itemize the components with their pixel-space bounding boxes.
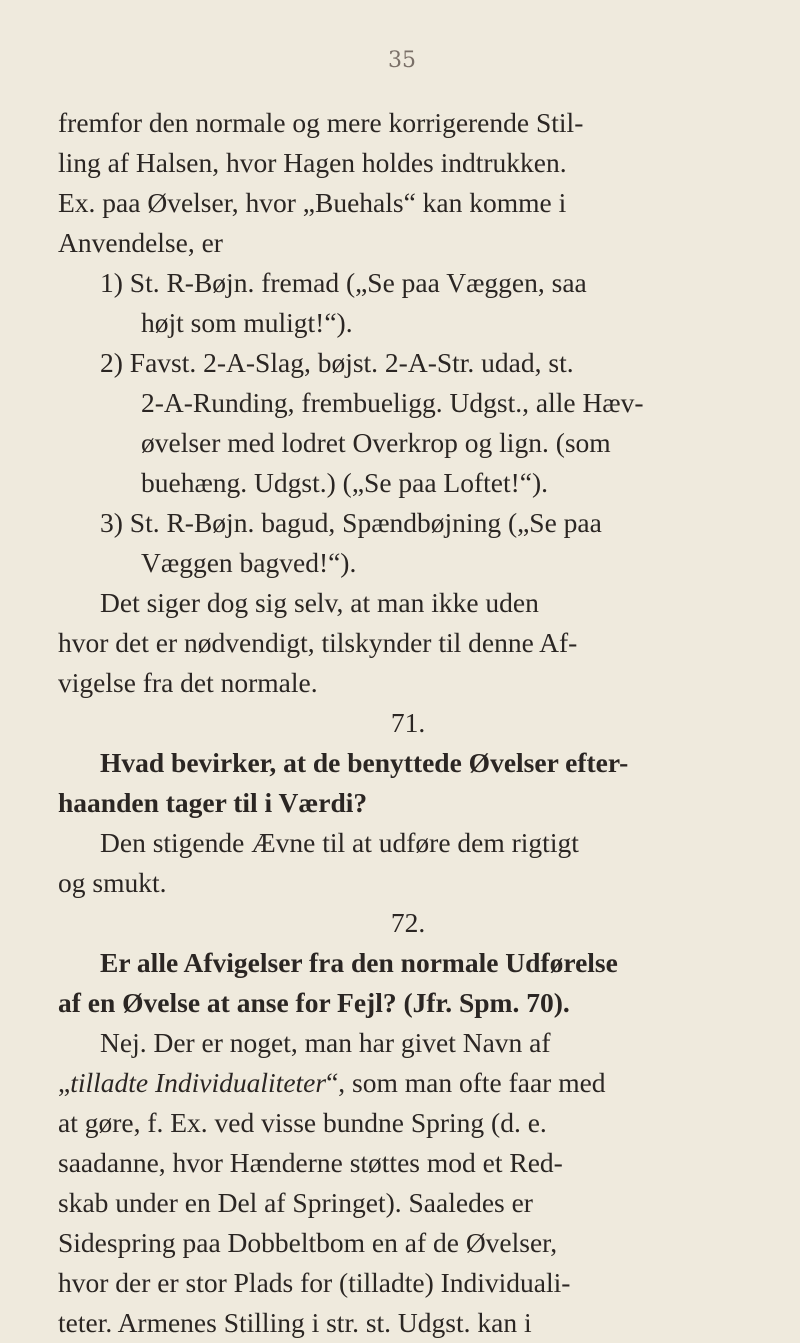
text-line: skab under en Del af Springet). Saaledes er	[58, 1187, 533, 1218]
section-number-72: 72.	[390, 907, 426, 938]
answer-71-cont: og smukt.	[58, 867, 167, 898]
quote-mark: „	[58, 1067, 71, 1098]
list-item-2: 2) Favst. 2-A-Slag, bøjst. 2-A-Str. udad, st.	[100, 347, 574, 378]
list-item-3: 3) St. R-Bøjn. bagud, Spændbøjning („Se paa	[100, 507, 602, 538]
text-line: at gøre, f. Ex. ved visse bundne Spring (d. e.	[58, 1107, 547, 1138]
section-number-71: 71.	[390, 707, 426, 738]
list-item-2-cont: 2-A-Runding, frembueligg. Udgst., alle Hæv-	[141, 387, 644, 418]
answer-71: Den stigende Ævne til at udføre dem rigtigt	[100, 827, 579, 858]
list-item-1-cont: højt som muligt!“).	[141, 307, 353, 338]
text-line: Anvendelse, er	[58, 227, 223, 258]
question-72-cont: af en Øvelse at anse for Fejl? (Jfr. Spm. 70).	[58, 987, 570, 1018]
body-text	[58, 103, 758, 1343]
text-line: saadanne, hvor Hænderne støttes mod et Red-	[58, 1147, 563, 1178]
list-item-2-cont: øvelser med lodret Overkrop og lign. (som	[141, 427, 611, 458]
italic-term: tilladte Individualiteter	[70, 1067, 327, 1098]
text-line: hvor det er nødvendigt, tilskynder til denne Af-	[58, 627, 578, 658]
list-item-1: 1) St. R-Bøjn. fremad („Se paa Væggen, saa	[100, 267, 587, 298]
text-line: vigelse fra det normale.	[58, 667, 318, 698]
answer-72: Nej. Der er noget, man har givet Navn af	[100, 1027, 551, 1058]
text-line: teter. Armenes Stilling i str. st. Udgst. kan i	[58, 1307, 532, 1338]
paragraph-start: Det siger dog sig selv, at man ikke uden	[100, 587, 539, 618]
list-item-3-cont: Væggen bagved!“).	[141, 547, 357, 578]
question-72: Er alle Afvigelser fra den normale Udførelse	[100, 947, 618, 978]
page-number: 35	[388, 48, 416, 73]
answer-72-italic-line	[58, 1063, 758, 1103]
text-line: fremfor den normale og mere korrigerende Stil-	[58, 107, 584, 138]
text-line: Ex. paa Øvelser, hvor „Buehals“ kan komme i	[58, 187, 567, 218]
text-line: hvor der er stor Plads for (tilladte) Individuali-	[58, 1267, 571, 1298]
question-71-cont: haanden tager til i Værdi?	[58, 787, 368, 818]
list-item-2-cont: buehæng. Udgst.) („Se paa Loftet!“).	[141, 467, 549, 498]
text-line: Sidespring paa Dobbeltbom en af de Øvelser,	[58, 1227, 558, 1258]
text-line: ling af Halsen, hvor Hagen holdes indtrukken.	[58, 147, 567, 178]
question-71: Hvad bevirker, at de benyttede Øvelser efter-	[100, 747, 629, 778]
line-rest: “, som man ofte faar med	[326, 1067, 606, 1098]
